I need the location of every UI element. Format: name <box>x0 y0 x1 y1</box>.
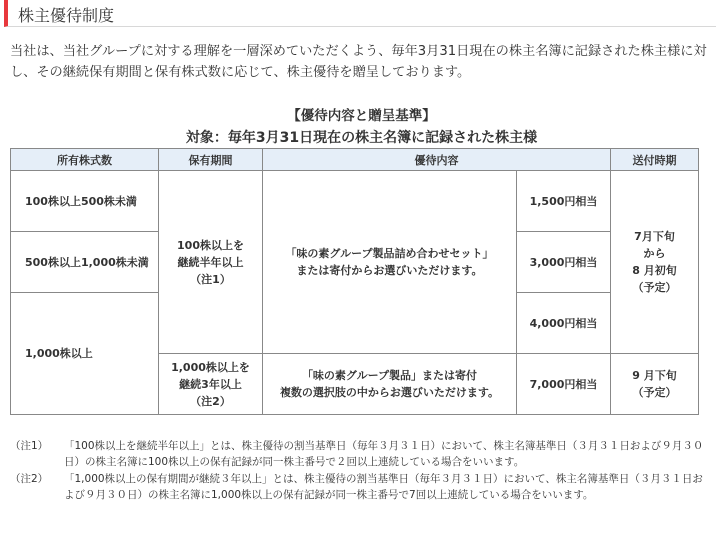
footnote <box>10 471 710 503</box>
footnote-label: （注1） <box>10 440 49 452</box>
shares-cell: 100株以上500株未満 <box>11 171 159 232</box>
send-line: 8 月初旬 <box>632 264 677 277</box>
section-heading <box>4 0 716 27</box>
content-cell-assortment <box>263 171 517 354</box>
value-cell: 7,000円相当 <box>517 354 611 415</box>
send-line: から <box>643 247 666 260</box>
header-shares: 所有株式数 <box>11 149 159 171</box>
value-cell: 3,000円相当 <box>517 232 611 293</box>
header-period: 保有期間 <box>159 149 263 171</box>
period-line: 100株以上を <box>177 238 244 252</box>
send-line: （予定） <box>632 386 677 399</box>
content-line: または寄付からお選びいただけます。 <box>296 264 483 277</box>
period-cell-half-year <box>159 171 263 354</box>
shares-cell: 500株以上1,000株未満 <box>11 232 159 293</box>
send-line: 7月下旬 <box>634 230 675 243</box>
period-line: 継続3年以上 <box>179 377 242 391</box>
footnote-text: 「1,000株以上の保有期間が継続３年以上」とは、株主優待の割当基準日（毎年３月３１日）において、株主名簿基準日（３月３１日および９月３０日）の株主名簿に1,000株以上の保有記録が同一株主番号で7回以上連続している場合をいいます。 <box>64 473 703 501</box>
footnote-text: 「100株以上を継続半年以上」とは、株主優待の割当基準日（毎年３月３１日）において、株主名簿基準日（３月３１日および９月３０日）の株主名簿に100株以上の保有記録が同一株主番号で２回以上連続している場合をいいます。 <box>64 440 704 468</box>
shares-cell: 1,000株以上 <box>11 293 159 415</box>
footnotes <box>10 438 710 504</box>
send-time-cell-three-year <box>611 354 699 415</box>
content-line: 「味の素グループ製品」または寄付 <box>301 369 478 382</box>
period-cell-three-year <box>159 354 263 415</box>
header-send-time: 送付時期 <box>611 149 699 171</box>
period-note: （注1） <box>190 272 231 286</box>
send-line: （予定） <box>632 281 677 294</box>
send-time-cell-half-year <box>611 171 699 354</box>
footnote <box>10 438 710 470</box>
table-header-row <box>11 149 699 171</box>
intro-paragraph: 当社は、当社グループに対する理解を一層深めていただくよう、毎年3月31日現在の株主名簿に記録された株主様に対し、その継続保有期間と保有株式数に応じて、株主優待を贈呈しております。 <box>10 44 707 80</box>
value-cell: 1,500円相当 <box>517 171 611 232</box>
period-line: 1,000株以上を <box>171 360 250 374</box>
period-line: 継続半年以上 <box>177 255 244 269</box>
send-line: 9 月下旬 <box>632 369 677 382</box>
content-line: 複数の選択肢の中からお選びいただけます。 <box>279 386 500 399</box>
benefit-table <box>10 148 699 415</box>
table-caption-title: 【優待内容と贈呈基準】 <box>287 108 436 124</box>
period-note: （注2） <box>190 394 231 408</box>
table-caption-target: 対象：毎年3月31日現在の株主名簿に記録された株主様 <box>185 130 538 146</box>
content-cell-products <box>263 354 517 415</box>
content-line: 「味の素グループ製品詰め合わせセット」 <box>285 247 494 260</box>
table-row <box>11 171 699 232</box>
header-content: 優待内容 <box>263 149 611 171</box>
section-title: 株主優待制度 <box>18 6 115 25</box>
value-cell: 4,000円相当 <box>517 293 611 354</box>
footnote-label: （注2） <box>10 473 49 485</box>
